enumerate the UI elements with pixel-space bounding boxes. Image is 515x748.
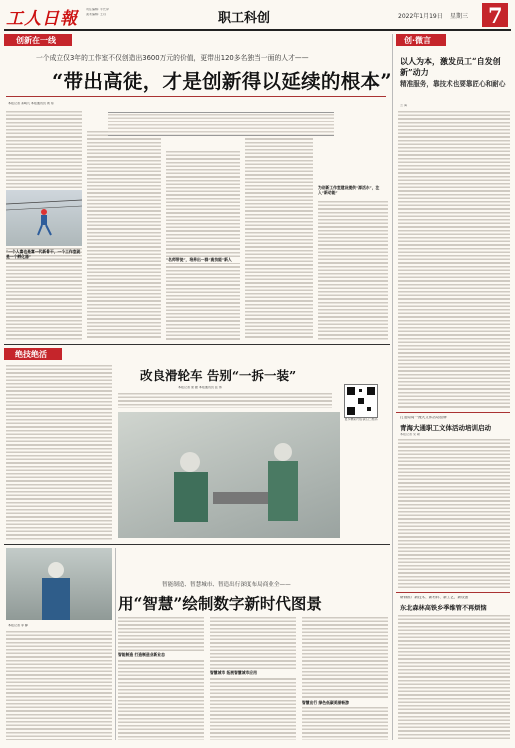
bottom-subhead-3: 智慧出行 绿色低碳美丽畅游 [302, 700, 388, 706]
art-editor-credit: 美术编辑: 王丹 [86, 13, 106, 16]
main-headline: “带出高徒，才是创新得以延续的根本” [52, 70, 392, 93]
article3-title: 东北森林高铁乡季维管不再烦恼 [400, 605, 487, 612]
mid-body-col1 [6, 364, 112, 540]
right-column-divider [392, 34, 393, 740]
main-subhead-1: “一个人富也是富一代新骨干，一个工作室就是一个孵化器” [6, 249, 81, 259]
bottom-body-col2 [118, 616, 204, 740]
bottom-subhead-2: 智慧城市 拓展智慧城市应用 [210, 670, 296, 676]
editorial-body [398, 110, 510, 410]
section-tag-right-label: 创·微言 [404, 36, 432, 45]
bottom-kicker: 智能制造、智慧城市、智造出行深度布局商业全—— [162, 582, 291, 588]
worker-on-cable-photo [6, 190, 82, 246]
bottom-body-col3 [210, 616, 296, 740]
masthead [0, 0, 515, 30]
mid-byline: 本报记者 庞 媛 本报通讯员 张 伟 [178, 386, 222, 389]
article3-body [398, 614, 510, 740]
bottom-headline: 用“智慧”绘制数字新时代图景 [118, 594, 322, 613]
right-rule-2 [396, 592, 510, 593]
article2-body [398, 438, 510, 588]
right-rule-1 [396, 412, 510, 413]
main-body-col3 [166, 150, 240, 340]
page-number: 7 [488, 3, 503, 28]
welder-photo [118, 412, 340, 538]
bottom-divider [115, 548, 116, 740]
welder-figure-icon [118, 412, 340, 538]
qr-code-icon [345, 385, 377, 417]
bottom-body-col4 [302, 616, 388, 740]
newspaper-logo: 工人日報 [6, 9, 78, 29]
main-body-col5 [318, 200, 388, 340]
bottom-rule [4, 544, 390, 545]
section-tag-mid-label: 绝技绝活 [15, 350, 47, 359]
qr-code[interactable] [344, 384, 378, 418]
worker-figure-icon [6, 190, 82, 246]
article3-kicker: 研制推广新技术、新材料、新工艺，新设备 [400, 596, 469, 599]
main-intro-box [108, 112, 334, 136]
mid-intro [118, 392, 332, 408]
section-title: 职工科创 [218, 11, 271, 26]
article2-byline: 本报记者 宋 敏 [400, 433, 420, 436]
main-kicker: 一个成立仅3年的工作室不仅创造出3600万元的价值，更带出120多名独当一面的人才—— [36, 54, 309, 62]
main-body-col4 [245, 130, 313, 340]
article2-kicker: 打造周周一流大文体活动品牌 [400, 416, 447, 419]
main-body-col2 [87, 130, 161, 340]
qr-label: 更多精彩内容请扫二维码 [344, 418, 378, 421]
mid-rule [4, 344, 390, 345]
editorial-title: 以人为本，激发员工“自发创新”动力 [400, 56, 501, 77]
article2-title: 青海大通职工文体活动培训启动 [400, 424, 491, 432]
main-rule [6, 96, 386, 97]
issue-weekday: 星期三 [450, 13, 469, 20]
bottom-byline: 本报记者 李 静 [8, 624, 28, 627]
editor-credit: 责任编辑: 牛长岸 [86, 8, 109, 11]
bottom-body-col1 [6, 630, 112, 740]
main-byline: 本报记者 邓崎凡 本报通讯员 周 东 [8, 102, 54, 105]
masthead-rule [4, 29, 511, 31]
main-subhead-2: “名师带徒”，培养出一群“高技能”新人 [166, 258, 240, 263]
editorial-author: 兰 海 [400, 104, 407, 107]
editorial-subtitle: 精准服务，靠技术也要靠匠心和耐心 [400, 80, 506, 88]
engineer-photo [6, 548, 112, 620]
main-subhead-3: 为创新工作室建设提供“源活水”，注入“新动能” [318, 186, 388, 196]
engineer-figure-icon [6, 548, 112, 620]
mid-headline: 改良滑轮车 告别“一拆一装” [140, 368, 297, 383]
section-tag-left-label: 创新在一线 [16, 36, 56, 45]
bottom-subhead-1: 智能制造 打造制造业新业态 [118, 652, 204, 658]
issue-date: 2022年1月19日 [398, 13, 443, 20]
